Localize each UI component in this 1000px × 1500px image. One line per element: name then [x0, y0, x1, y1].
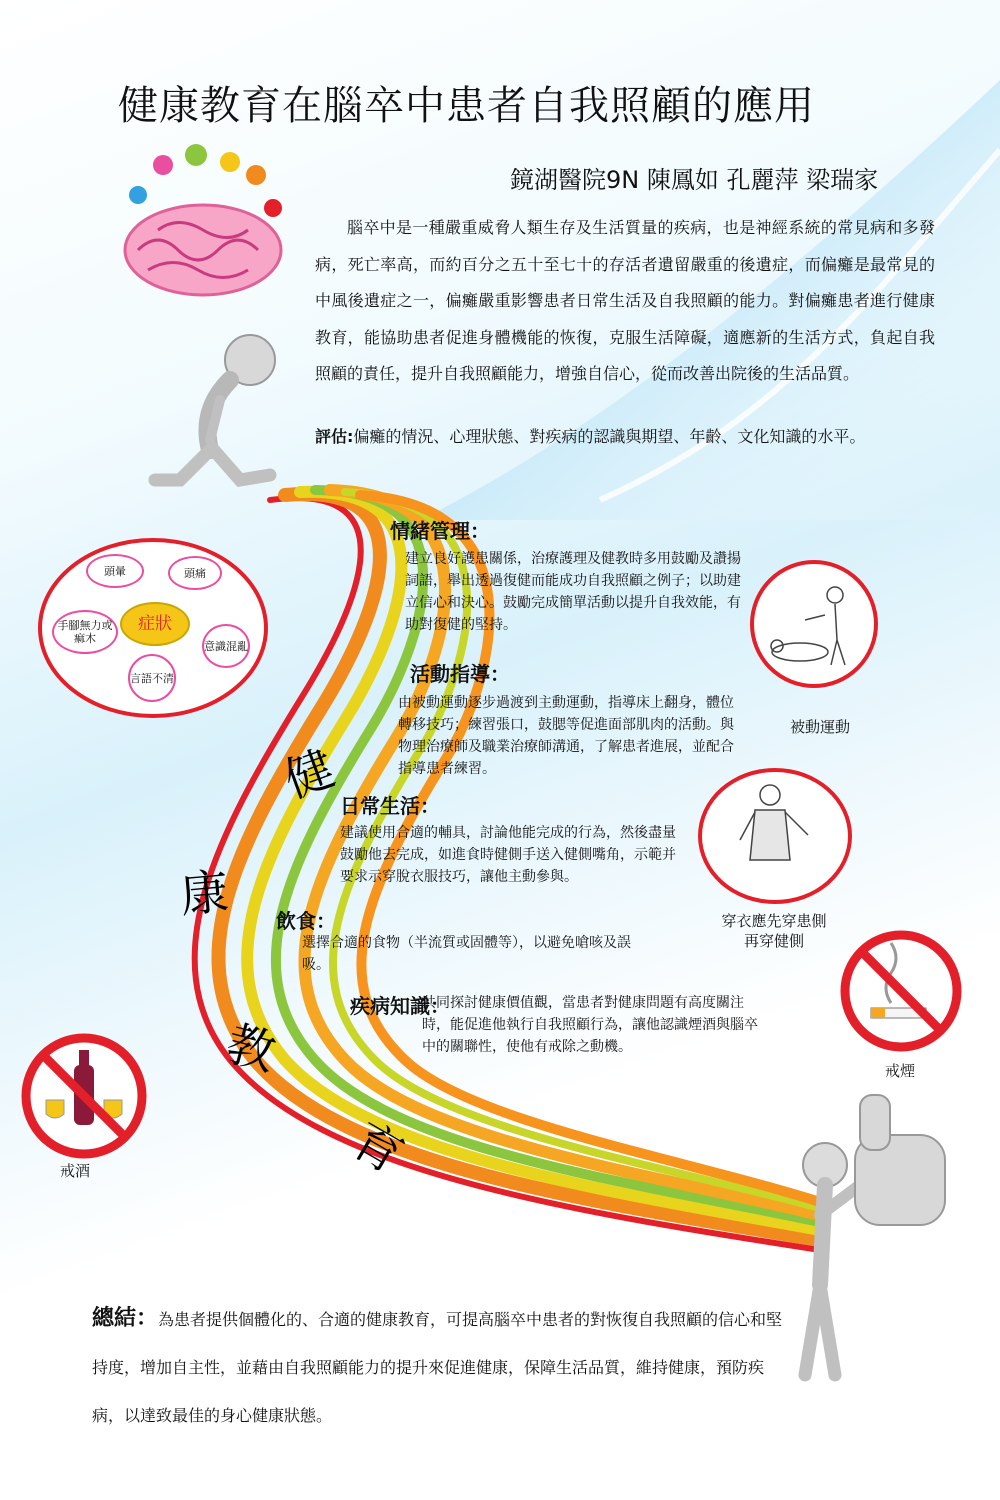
- activity-text: 由被動運動逐步過渡到主動運動，指導床上翻身，體位轉移技巧；練習張口，鼓腮等促進面部肌肉的活動。與物理治療師及職業治療師溝通，了解患者進展，並配合指導患者練習。: [398, 695, 734, 777]
- stick-figure-icon: [140, 330, 290, 500]
- summary-text: 為患者提供個體化的、合適的健康教育，可提高腦卒中患者的對恢復自我照顧的信心和堅持度，增加自主性，並藉由自我照顧能力的提升來促進健康，保障生活品質，維持健康，預防疾病，以達致最佳的身心健康狀態。: [92, 1310, 783, 1425]
- disease-title: 疾病知識：: [350, 994, 450, 1018]
- passive-exercise-caption: 被動運動: [789, 718, 850, 736]
- diet-text: 選擇合適的食物（半流質或固體等），以避免嗆咳及誤吸。: [302, 935, 631, 973]
- assessment-text: 偏癱的情況、心理狀態、對疾病的認識與期望、年齡、文化知識的水平。: [353, 427, 866, 446]
- intro-paragraph: 腦卒中是一種嚴重威脅人類生存及生活質量的疾病，也是神經系統的常見病和多發病，死亡率高，而約百分之五十至七十的存活者遺留嚴重的後遺症，而偏癱是最常見的中風後遺症之一，偏癱嚴重影響患者日常生活及自我照顧的能力。對偏癱患者進行健康教育，能協助患者促進身體機能的恢復，克服生活障礙，適應新的生活方式，負起自我照顧的責任，提升自我照顧能力，增強自信心，從而改善出院後的生活品質。: [315, 218, 935, 383]
- symptom-center: 症狀: [120, 602, 190, 646]
- drinking-caption: 戒酒: [59, 1162, 90, 1180]
- daily-text: 建議使用合適的輔具，討論他能完成的行為，然後盡量鼓勵他去完成，如進食時健側手送入健側嘴角，示範并要求示穿脫衣服技巧，讓他主動參與。: [340, 825, 676, 885]
- word-char-2: 康: [178, 863, 231, 924]
- word-char-4: 育: [342, 1112, 413, 1185]
- dressing-caption-2: 再穿健側: [743, 932, 804, 950]
- page-title: 健康教育在腦卒中患者自我照顧的應用: [118, 83, 815, 129]
- dressing-illustration: [730, 780, 820, 880]
- emotion-title: 情緒管理：: [390, 519, 490, 543]
- assessment-label: 評估:: [315, 427, 354, 446]
- symptoms-diagram: [42, 542, 264, 714]
- no-smoking-icon: [836, 928, 966, 1054]
- symptom-weakness: 手腳無力或痲木: [52, 610, 118, 654]
- symptom-confusion: 意識混亂: [202, 624, 250, 668]
- smoking-caption: 戒煙: [884, 1062, 915, 1080]
- emotion-text: 建立良好護患關係，治療護理及健教時多用鼓勵及讚揚詞語，舉出透過復健而能成功自我照顧之例子；以助建立信心和決心。鼓勵完成簡單活動以提升自我效能，有助對復健的堅持。: [405, 551, 741, 633]
- authors: 鏡湖醫院9N 陳鳳如 孔麗萍 梁瑞家: [510, 166, 879, 194]
- symptom-speech: 言語不清: [128, 654, 176, 702]
- thumbs-up-icon: [780, 1085, 970, 1385]
- activity-title: 活動指導：: [410, 662, 510, 686]
- disease-text: 共同探討健康價值觀，當患者對健康問題有高度關注時，能促進他執行自我照顧行為，讓他認識煙酒與腦卒中的關聯性，使他有戒除之動機。: [422, 995, 758, 1055]
- assessment-line: [315, 424, 865, 447]
- dressing-caption-1: 穿衣應先穿患側: [721, 912, 827, 930]
- symptom-headache: 頭痛: [168, 556, 222, 590]
- passive-exercise-illustration: [765, 580, 860, 670]
- diet-title: 飲食：: [276, 909, 336, 933]
- symptom-dizzy: 頭暈: [86, 554, 144, 588]
- summary: [92, 1295, 792, 1440]
- brain-icon: [108, 140, 293, 300]
- word-char-3: 教: [220, 1015, 282, 1083]
- word-char-1: 健: [277, 740, 342, 810]
- no-alcohol-icon: [16, 1030, 152, 1162]
- daily-title: 日常生活：: [340, 794, 440, 818]
- summary-label: 總結：: [92, 1306, 159, 1331]
